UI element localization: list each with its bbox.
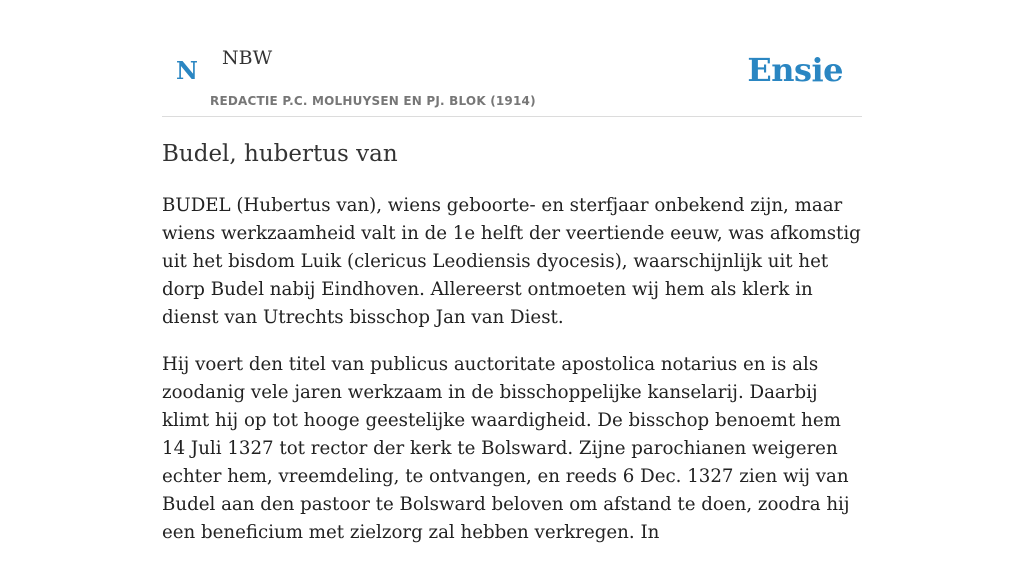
source-logo[interactable]: N xyxy=(176,56,198,85)
brand-logo[interactable]: Ensie xyxy=(747,51,843,89)
article-title: Budel, hubertus van xyxy=(162,141,398,167)
source-subtitle: REDACTIE P.C. MOLHUYSEN EN PJ. BLOK (1914) xyxy=(210,94,536,108)
site-header xyxy=(162,0,862,117)
article-body xyxy=(162,192,867,566)
article-paragraph: BUDEL (Hubertus van), wiens geboorte- en sterfjaar onbekend zijn, maar wiens werkzaamheid valt in de 1e helft der veertiende eeuw, was afkomstig uit het bisdom Luik (clericus Leodiensis dyocesis), waarschijnlijk uit het dorp Budel nabij Eindhoven. Allereerst ontmoeten wij hem als klerk in dienst van Utrechts bisschop Jan van Diest. xyxy=(162,195,861,328)
source-name[interactable]: NBW xyxy=(222,47,273,69)
article-paragraph: Hij voert den titel van publicus auctoritate apostolica notarius en is als zoodanig vele jaren werkzaam in de bisschoppelijke kanselarij. Daarbij klimt hij op tot hooge geestelijke waardigheid. De bisschop benoemt hem 14 Juli 1327 tot rector der kerk te Bolsward. Zijne parochianen weigeren echter hem, vreemdeling, te ontvangen, en reeds 6 Dec. 1327 zien wij van Budel aan den pastoor te Bolsward beloven om afstand te doen, zoodra hij een beneficium met zielzorg zal hebben verkregen. In xyxy=(162,354,850,543)
